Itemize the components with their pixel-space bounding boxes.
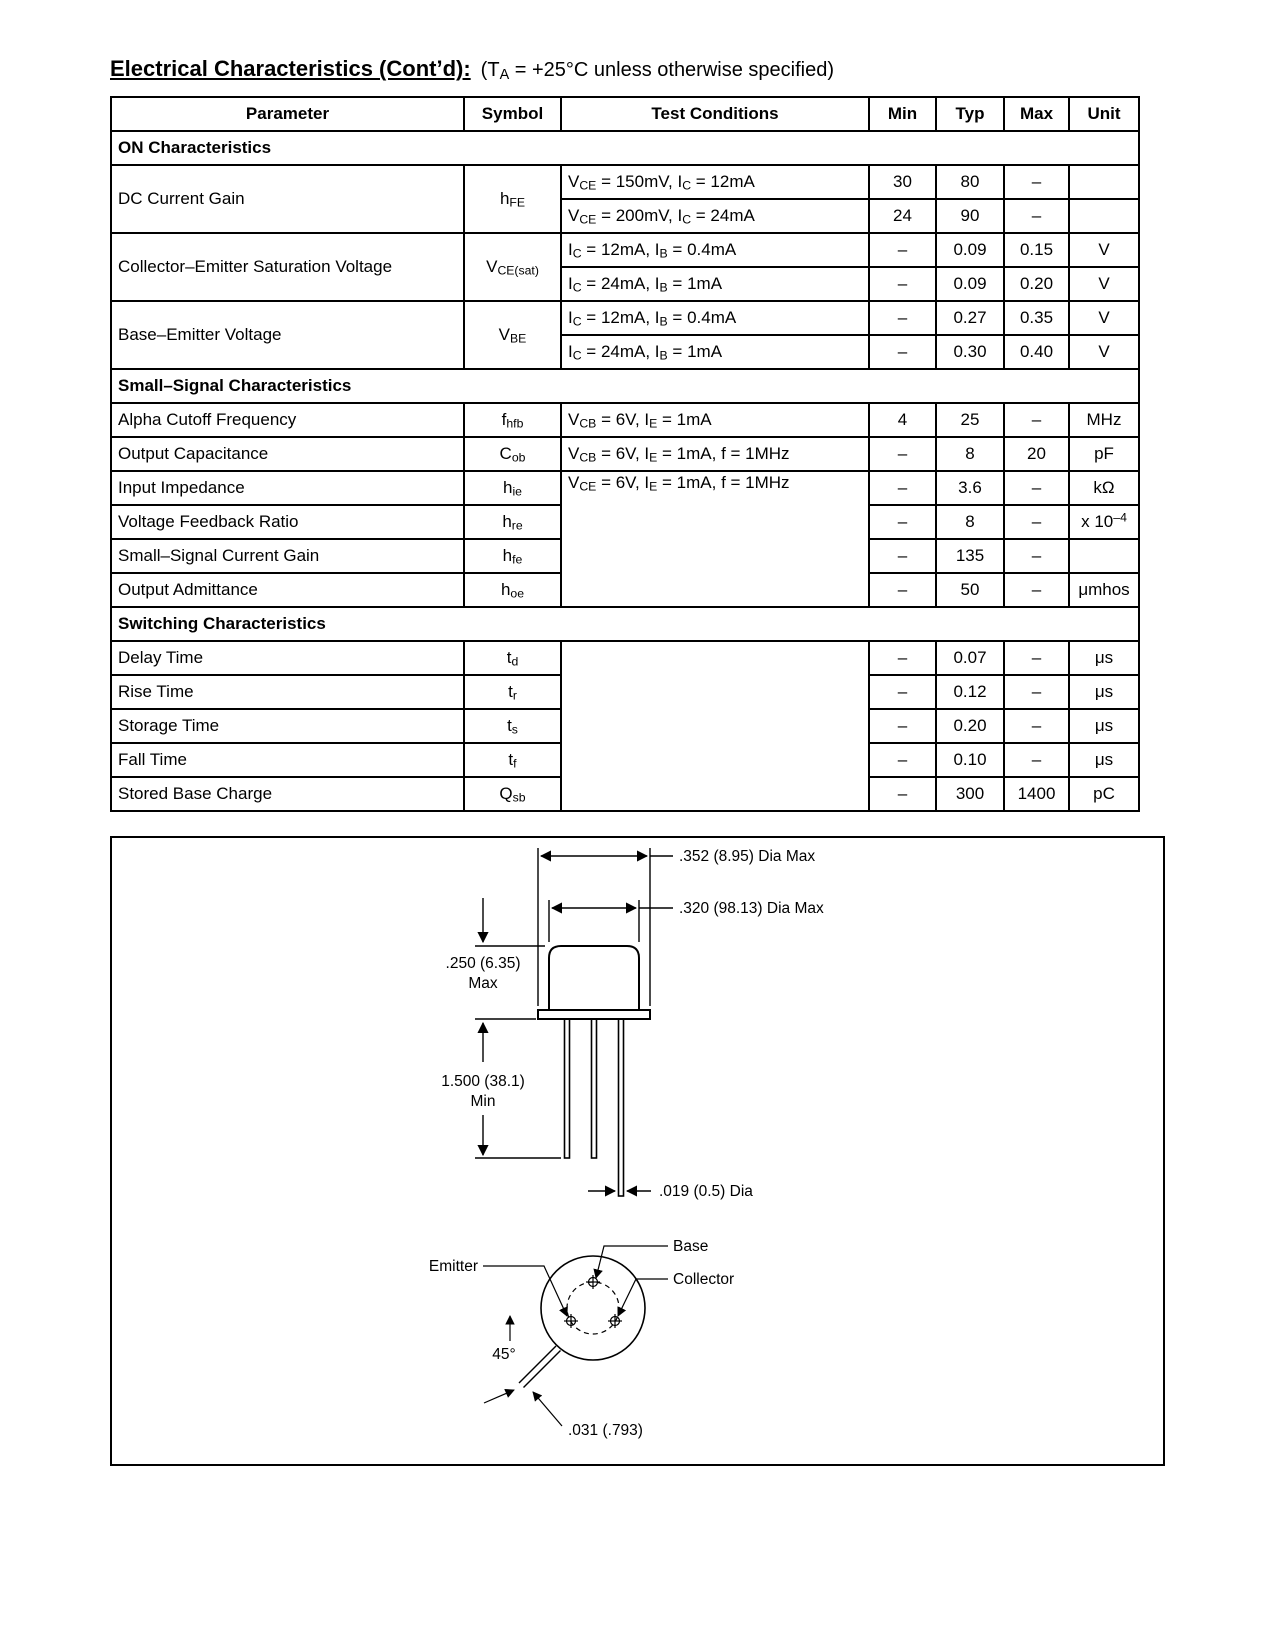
table-row [111,641,1139,675]
symbol: $V_{CE(sat)}$ [464,233,561,301]
collector-pin [608,1314,622,1328]
unit-empty [1069,539,1139,573]
typ: 8 [936,505,1004,539]
col-header-max: Max [1004,97,1069,131]
dim-cap-diameter [549,900,673,942]
typ: 0.10 [936,743,1004,777]
min: – [869,777,936,811]
typ: 0.20 [936,709,1004,743]
max: – [1004,743,1069,777]
conditions: $V_{CE} = 150mV$, $I_C = 12mA$ [561,165,869,199]
typ: 135 [936,539,1004,573]
symbol: $h_{ie}$ [464,471,561,505]
table-header-row [111,97,1139,131]
page-title-row [110,56,1275,82]
section-title: Switching Characteristics [111,607,1139,641]
label-can-height-max: Max [468,975,498,992]
min: 4 [869,403,936,437]
table-row [111,437,1139,471]
param: Stored Base Charge [111,777,464,811]
label-can-height: .250 (6.35) [445,955,521,972]
label-lead-dia: .019 (0.5) Dia [659,1183,753,1200]
min: – [869,471,936,505]
table-row [111,301,1139,335]
param: Collector–Emitter Saturation Voltage [111,233,464,301]
symbol: $f_{hfb}$ [464,403,561,437]
min: – [869,437,936,471]
param: Fall Time [111,743,464,777]
max: – [1004,539,1069,573]
min: – [869,233,936,267]
conditions: $I_C = 24mA$, $I_B = 1mA$ [561,267,869,301]
typ: 0.12 [936,675,1004,709]
unit: μs [1069,641,1139,675]
label-emitter: Emitter [428,1258,478,1275]
package-outline-figure [110,836,1165,1466]
param: Voltage Feedback Ratio [111,505,464,539]
max: 1400 [1004,777,1069,811]
dim-can-height [475,898,545,946]
min: – [869,301,936,335]
conditions: $V_{CB} = 6V$, $I_E = 1mA$, f = 1MHz [561,437,869,471]
typ: 0.09 [936,233,1004,267]
section-row-small-signal [111,369,1139,403]
unit: μs [1069,709,1139,743]
unit: MHz [1069,403,1139,437]
symbol: $t_d$ [464,641,561,675]
typ: 0.07 [936,641,1004,675]
label-angle: 45° [492,1346,516,1363]
typ: 8 [936,437,1004,471]
conditions: $V_{CE} = 200mV$, $I_C = 24mA$ [561,199,869,233]
emitter-pin [564,1314,578,1328]
typ: 0.27 [936,301,1004,335]
max: – [1004,471,1069,505]
symbol: $C_{ob}$ [464,437,561,471]
min: – [869,335,936,369]
symbol: $Q_{sb}$ [464,777,561,811]
min: – [869,675,936,709]
max: 20 [1004,437,1069,471]
max: 0.35 [1004,301,1069,335]
table-row [111,233,1139,267]
conditions: $V_{CB} = 6V$, $I_E = 1mA$ [561,403,869,437]
typ: 50 [936,573,1004,607]
symbol: $h_{FE}$ [464,165,561,233]
pin-leader-lines [483,1246,668,1316]
unit: x $10^{-4}$ [1069,505,1139,539]
typ: 300 [936,777,1004,811]
electrical-characteristics-table [110,96,1140,812]
unit: kΩ [1069,471,1139,505]
label-lead-length-min: Min [470,1093,496,1110]
max: 0.15 [1004,233,1069,267]
min: – [869,641,936,675]
section-row-on [111,131,1139,165]
bottom-view [519,1256,645,1388]
col-header-unit: Unit [1069,97,1139,131]
max: 0.40 [1004,335,1069,369]
col-header-typ: Typ [936,97,1004,131]
figure-labels [429,848,824,1439]
conditions: $I_C = 12mA$, $I_B = 0.4mA$ [561,233,869,267]
typ: 3.6 [936,471,1004,505]
unit: pF [1069,437,1139,471]
max: – [1004,403,1069,437]
col-header-symbol: Symbol [464,97,561,131]
section-row-switching [111,607,1139,641]
min: – [869,267,936,301]
symbol: $V_{BE}$ [464,301,561,369]
unit: V [1069,233,1139,267]
transistor-can-outline [538,946,650,1019]
max: 0.20 [1004,267,1069,301]
label-tab-dim: .031 (.793) [568,1422,643,1439]
col-header-parameter: Parameter [111,97,464,131]
min: – [869,539,936,573]
min: – [869,743,936,777]
param: Storage Time [111,709,464,743]
unit-empty [1069,165,1139,199]
param: Delay Time [111,641,464,675]
col-header-min: Min [869,97,936,131]
param: Alpha Cutoff Frequency [111,403,464,437]
page-title: Electrical Characteristics (Cont’d): [110,56,471,81]
col-header-conditions: Test Conditions [561,97,869,131]
table-row [111,471,1139,505]
min: – [869,573,936,607]
label-cap-dia: .320 (98.13) Dia Max [679,900,824,917]
typ: 80 [936,165,1004,199]
transistor-leads [565,1019,624,1196]
typ: 25 [936,403,1004,437]
max: – [1004,641,1069,675]
conditions-empty [561,641,869,811]
max: – [1004,199,1069,233]
max: – [1004,675,1069,709]
max: – [1004,505,1069,539]
max: – [1004,709,1069,743]
unit: μs [1069,675,1139,709]
symbol: $t_s$ [464,709,561,743]
label-collector: Collector [673,1271,735,1288]
symbol: $t_f$ [464,743,561,777]
conditions: $I_C = 12mA$, $I_B = 0.4mA$ [561,301,869,335]
min: 24 [869,199,936,233]
table-row [111,403,1139,437]
symbol: $t_r$ [464,675,561,709]
param: Rise Time [111,675,464,709]
min: – [869,709,936,743]
unit: V [1069,267,1139,301]
unit: pC [1069,777,1139,811]
dim-outer-diameter [538,848,673,1006]
label-base: Base [673,1238,709,1255]
symbol: $h_{oe}$ [464,573,561,607]
param: Output Admittance [111,573,464,607]
typ: 90 [936,199,1004,233]
section-title: ON Characteristics [111,131,1139,165]
index-tab [519,1346,561,1388]
max: – [1004,573,1069,607]
param: Output Capacitance [111,437,464,471]
symbol: $h_{re}$ [464,505,561,539]
unit: V [1069,301,1139,335]
min: 30 [869,165,936,199]
dim-tab [533,1392,562,1426]
param: Small–Signal Current Gain [111,539,464,573]
min: – [869,505,936,539]
package-drawing [112,838,1163,1464]
symbol: $h_{fe}$ [464,539,561,573]
unit: μs [1069,743,1139,777]
param: Base–Emitter Voltage [111,301,464,369]
conditions: $I_C = 24mA$, $I_B = 1mA$ [561,335,869,369]
unit: μmhos [1069,573,1139,607]
param: Input Impedance [111,471,464,505]
typ: 0.30 [936,335,1004,369]
typ: 0.09 [936,267,1004,301]
label-outer-dia: .352 (8.95) Dia Max [679,848,816,865]
title-condition-note: ($T_A = +25^\circ C$ unless otherwise specified) [480,59,835,84]
unit: V [1069,335,1139,369]
table-row [111,165,1139,199]
base-pin [586,1275,600,1289]
param: DC Current Gain [111,165,464,233]
label-lead-length: 1.500 (38.1) [441,1073,525,1090]
conditions: $V_{CE} = 6V$, $I_E = 1mA$, f = 1MHz [561,471,869,607]
unit-empty [1069,199,1139,233]
section-title: Small–Signal Characteristics [111,369,1139,403]
max: – [1004,165,1069,199]
